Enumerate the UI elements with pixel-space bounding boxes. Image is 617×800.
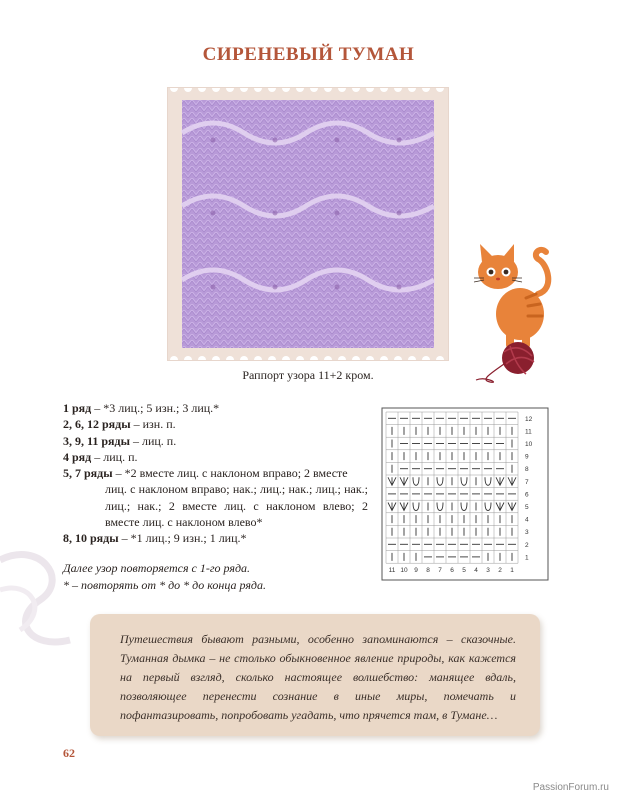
chart-col-number: 8 xyxy=(426,567,430,575)
chart-col-number: 4 xyxy=(474,567,478,575)
row-text-continuation: лиц. с наклоном вправо; нак.; лиц.; нак.; лиц.; нак.; лиц.; нак.; 2 вместе лиц. с наклоном влево; 2 вместе лиц. с наклоном влево* xyxy=(105,482,368,530)
chart-col-number: 3 xyxy=(486,567,490,575)
instruction-row-3 xyxy=(63,433,368,449)
chart-col-number: 2 xyxy=(498,567,502,575)
chart-col-number: 7 xyxy=(438,567,442,575)
row-text: – *1 лиц.; 9 изн.; 1 лиц.* xyxy=(118,531,247,546)
row-label: 8, 10 ряды xyxy=(63,531,119,546)
pattern-notes xyxy=(63,560,373,594)
chart-row-number: 3 xyxy=(525,529,529,537)
row-label: 3, 9, 11 ряды xyxy=(63,433,130,448)
row-label: 5, 7 ряды xyxy=(63,466,113,481)
story-box xyxy=(90,614,540,736)
knit-sample-photo xyxy=(168,88,448,360)
row-label: 2, 6, 12 ряды xyxy=(63,417,131,432)
instruction-row-5 xyxy=(63,465,368,530)
note-asterisk: * – повторять от * до * до конца ряда. xyxy=(63,578,266,592)
row-label: 4 ряд xyxy=(63,449,92,464)
row-text: – лиц. п. xyxy=(91,449,138,464)
row-text: – лиц. п. xyxy=(129,433,177,448)
chart-col-number: 1 xyxy=(510,567,514,575)
row-label: 1 ряд xyxy=(63,401,92,415)
instruction-row-2 xyxy=(63,416,368,432)
row-instructions xyxy=(63,400,368,547)
chart-row-number: 7 xyxy=(525,478,529,486)
chart-row-number: 9 xyxy=(525,453,529,461)
chart-row-number: 10 xyxy=(525,441,533,448)
note-repeat: Далее узор повторяется с 1-го ряда. xyxy=(63,561,251,575)
chart-row-number: 2 xyxy=(525,541,529,549)
instruction-row-1 xyxy=(63,400,368,416)
knitting-chart xyxy=(380,406,550,582)
chart-col-number: 10 xyxy=(400,567,408,575)
chart-col-number: 6 xyxy=(450,567,454,575)
photo-caption: Раппорт узора 11+2 кром. xyxy=(242,368,374,382)
row-text: – *2 вместе лиц. с наклоном вправо; 2 вместе xyxy=(112,466,348,481)
chart-row-number: 11 xyxy=(525,428,532,436)
watermark: PassionForum.ru xyxy=(532,782,609,793)
row-text: – изн. п. xyxy=(130,417,176,432)
instruction-row-4 xyxy=(63,449,368,465)
chart-row-number: 8 xyxy=(525,466,529,474)
cat-on-yarn-illustration xyxy=(460,234,580,384)
row-text: – *3 лиц.; 5 изн.; 3 лиц.* xyxy=(91,401,220,415)
page-title: СИРЕНЕВЫЙ ТУМАН xyxy=(202,44,415,65)
page-number: 62 xyxy=(63,746,75,760)
chart-row-number: 12 xyxy=(525,415,533,423)
chart-col-number: 5 xyxy=(462,567,466,575)
story-text: Путешествия бывают разными, особенно запоминаются – сказочные. Туманная дымка – не столько обыкновенное явление природы, как кажется на первый взгляд, сколько настоящее волшебство: манящее вдаль, позволяющее перенести сознание в иные миры, помечать и пофантазировать, попробовать угадать, что прячется там, в Тумане… xyxy=(120,632,516,722)
chart-row-number: 4 xyxy=(525,516,529,524)
chart-col-number: 9 xyxy=(414,567,418,575)
chart-row-number: 1 xyxy=(525,554,529,562)
chart-row-number: 6 xyxy=(525,491,529,499)
chart-col-number: 11 xyxy=(388,567,396,575)
chart-row-number: 5 xyxy=(525,504,529,511)
instruction-row-6 xyxy=(63,530,368,546)
